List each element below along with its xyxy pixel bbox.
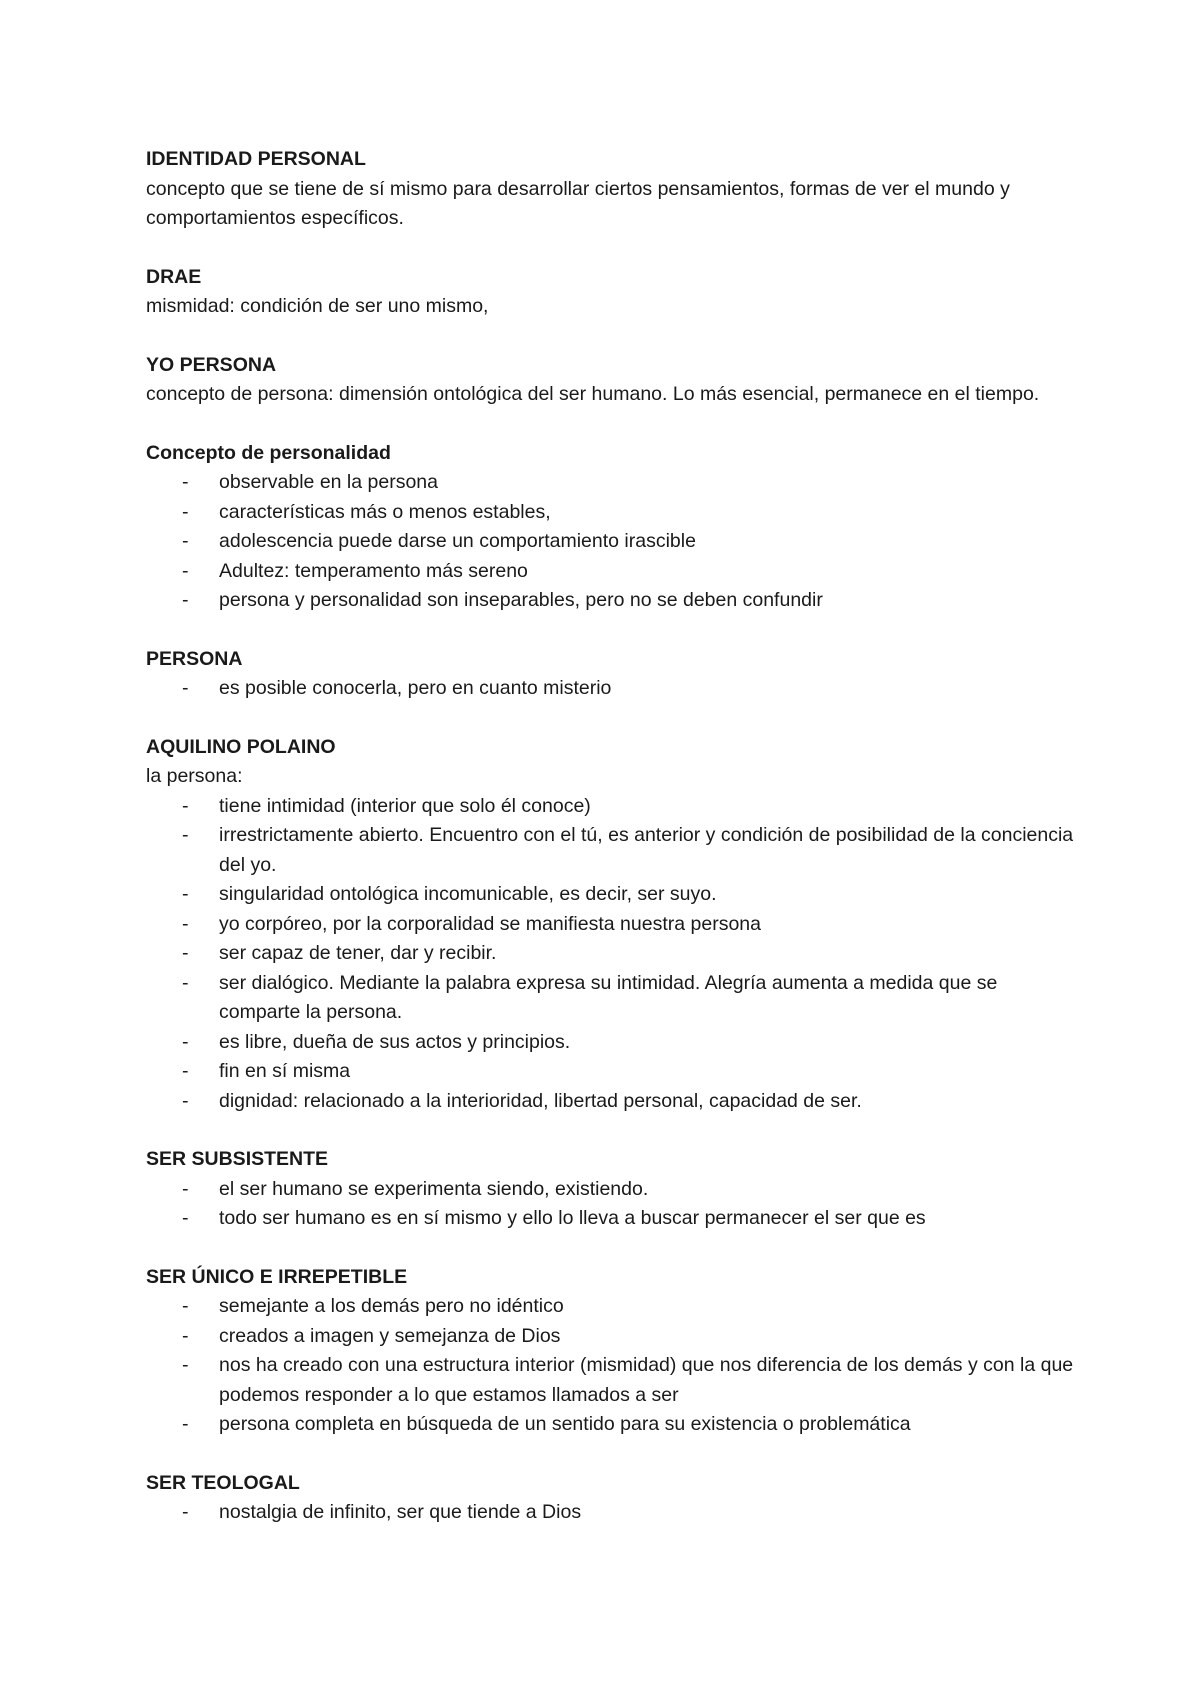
dash-marker: - <box>182 971 189 994</box>
list-item <box>146 1057 1076 1087</box>
list-item-text: tiene intimidad (interior que solo él conoce) <box>219 794 591 817</box>
list-item-text: creados a imagen y semejanza de Dios <box>219 1324 561 1347</box>
list-item <box>146 1410 1076 1440</box>
list-item-text: nostalgia de infinito, ser que tiende a Dios <box>219 1501 582 1523</box>
bullet-list <box>146 468 1076 616</box>
section-heading: IDENTIDAD PERSONAL <box>146 148 366 170</box>
list-item-text: es libre, dueña de sus actos y principios. <box>219 1030 571 1053</box>
section-drae <box>146 263 1076 322</box>
section-text: mismidad: condición de ser uno mismo, <box>146 295 489 317</box>
dash-marker: - <box>182 1030 189 1053</box>
dash-marker: - <box>182 1060 189 1082</box>
dash-marker: - <box>182 1207 189 1229</box>
list-item-text: irrestrictamente abierto. Encuentro con el tú, es anterior y condición de posibilidad de la conciencia del yo. <box>219 824 1074 876</box>
list-item <box>146 1351 1076 1410</box>
list-item <box>146 1322 1076 1352</box>
list-item-text: fin en sí misma <box>219 1060 351 1082</box>
list-item <box>146 821 1076 880</box>
dash-marker: - <box>182 794 189 817</box>
document-page <box>146 145 1076 1557</box>
section-ser-subsistente <box>146 1145 1076 1234</box>
section-heading: DRAE <box>146 265 202 288</box>
list-item-text: singularidad ontológica incomunicable, es decir, ser suyo. <box>219 883 717 905</box>
section-identidad-personal <box>146 145 1076 234</box>
list-item <box>146 557 1076 587</box>
bullet-list <box>146 1498 1076 1528</box>
section-text: concepto que se tiene de sí mismo para desarrollar ciertos pensamientos, formas de ver el mundo y comportamientos específicos. <box>146 177 1010 229</box>
list-item <box>146 910 1076 940</box>
section-concepto-personalidad <box>146 439 1076 616</box>
section-heading: SER TEOLOGAL <box>146 1471 300 1494</box>
list-item <box>146 468 1076 498</box>
list-item <box>146 880 1076 910</box>
list-item <box>146 1087 1076 1117</box>
dash-marker: - <box>182 883 189 905</box>
list-item-text: observable en la persona <box>219 471 438 493</box>
section-heading: SER ÚNICO E IRREPETIBLE <box>146 1265 408 1288</box>
dash-marker: - <box>182 530 189 552</box>
list-item-text: es posible conocerla, pero en cuanto misterio <box>219 677 612 699</box>
list-item-text: semejante a los demás pero no idéntico <box>219 1295 564 1317</box>
list-item-text: Adultez: temperamento más sereno <box>219 559 528 582</box>
section-ser-teologal <box>146 1469 1076 1528</box>
dash-marker: - <box>182 942 189 964</box>
section-text: concepto de persona: dimensión ontológica del ser humano. Lo más esencial, permanece en el tiempo. <box>146 383 1040 405</box>
dash-marker: - <box>182 500 189 523</box>
list-item <box>146 792 1076 822</box>
section-aquilino-polaino <box>146 733 1076 1117</box>
list-item <box>146 498 1076 528</box>
list-item-text: todo ser humano es en sí mismo y ello lo lleva a buscar permanecer el ser que es <box>219 1207 926 1229</box>
list-item-text: persona completa en búsqueda de un sentido para su existencia o problemática <box>219 1413 911 1435</box>
list-item <box>146 969 1076 1028</box>
section-heading: AQUILINO POLAINO <box>146 735 336 758</box>
list-item-text: dignidad: relacionado a la interioridad, libertad personal, capacidad de ser. <box>219 1089 862 1112</box>
section-text: la persona: <box>146 765 243 787</box>
dash-marker: - <box>182 1354 189 1376</box>
list-item <box>146 527 1076 557</box>
list-item <box>146 586 1076 616</box>
bullet-list <box>146 1292 1076 1440</box>
dash-marker: - <box>182 912 189 935</box>
bullet-list <box>146 1175 1076 1234</box>
dash-marker: - <box>182 1324 189 1347</box>
section-heading: Concepto de personalidad <box>146 441 391 464</box>
dash-marker: - <box>182 824 189 846</box>
dash-marker: - <box>182 1501 189 1523</box>
list-item <box>146 674 1076 704</box>
bullet-list <box>146 792 1076 1117</box>
dash-marker: - <box>182 677 189 699</box>
dash-marker: - <box>182 1413 189 1435</box>
list-item <box>146 1498 1076 1528</box>
bullet-list <box>146 674 1076 704</box>
list-item-text: ser dialógico. Mediante la palabra expresa su intimidad. Alegría aumenta a medida que se comparte la persona. <box>219 971 998 1023</box>
list-item-text: yo corpóreo, por la corporalidad se manifiesta nuestra persona <box>219 912 761 935</box>
list-item <box>146 939 1076 969</box>
list-item <box>146 1204 1076 1234</box>
list-item-text: ser capaz de tener, dar y recibir. <box>219 942 497 964</box>
dash-marker: - <box>182 471 189 493</box>
list-item-text: persona y personalidad son inseparables, pero no se deben confundir <box>219 589 823 611</box>
list-item <box>146 1028 1076 1058</box>
section-heading: YO PERSONA <box>146 353 277 376</box>
list-item-text: adolescencia puede darse un comportamiento irascible <box>219 530 696 552</box>
section-heading: SER SUBSISTENTE <box>146 1148 329 1170</box>
dash-marker: - <box>182 1295 189 1317</box>
list-item-text: el ser humano se experimenta siendo, existiendo. <box>219 1177 649 1200</box>
section-yo-persona <box>146 351 1076 410</box>
list-item-text: características más o menos estables, <box>219 500 551 523</box>
section-ser-unico <box>146 1263 1076 1440</box>
list-item <box>146 1292 1076 1322</box>
list-item-text: nos ha creado con una estructura interior (mismidad) que nos diferencia de los demás y con la que podemos responder a lo que estamos llamados a ser <box>219 1354 1074 1406</box>
dash-marker: - <box>182 1177 189 1200</box>
list-item <box>146 1175 1076 1205</box>
dash-marker: - <box>182 589 189 611</box>
section-heading: PERSONA <box>146 647 243 670</box>
dash-marker: - <box>182 1089 189 1112</box>
dash-marker: - <box>182 559 189 582</box>
section-persona <box>146 645 1076 704</box>
